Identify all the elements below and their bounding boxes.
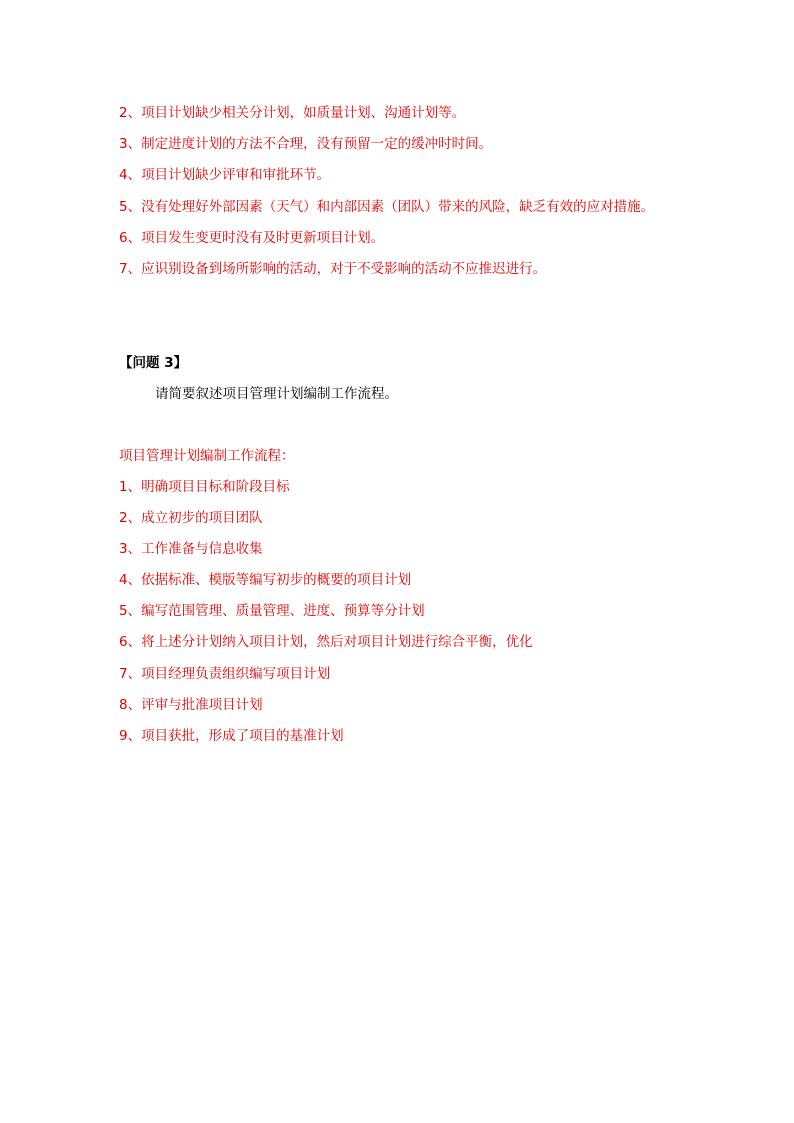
answer-3-item-3: 3、工作准备与信息收集 [119,541,263,557]
answer-3-item-8: 8、评审与批准项目计划 [119,697,263,713]
answer-3-item-9: 9、项目获批，形成了项目的基准计划 [119,728,344,744]
answer-3-item-4: 4、依据标准、模版等编写初步的概要的项目计划 [119,572,412,588]
question-3-text: 请简要叙述项目管理计划编制工作流程。 [155,386,398,402]
answer-3-item-2: 2、成立初步的项目团队 [119,510,263,526]
answer-2-item-5: 5、没有处理好外部因素（天气）和内部因素（团队）带来的风险，缺乏有效的应对措施。 [119,199,655,215]
answer-3-item-5: 5、编写范围管理、质量管理、进度、预算等分计划 [119,603,425,619]
answer-2-item-7: 7、应识别设备到场所影响的活动，对于不受影响的活动不应推迟进行。 [119,261,547,277]
answer-2-item-2: 2、项目计划缺少相关分计划，如质量计划、沟通计划等。 [119,105,466,121]
answer-3-item-1: 1、明确项目目标和阶段目标 [119,479,290,495]
answer-3-item-7: 7、项目经理负责组织编写项目计划 [119,666,331,682]
answer-3-item-6: 6、将上述分计划纳入项目计划，然后对项目计划进行综合平衡，优化 [119,634,533,650]
answer-3-intro: 项目管理计划编制工作流程： [119,448,295,464]
answer-2-item-4: 4、项目计划缺少评审和审批环节。 [119,167,331,183]
answer-2-item-6: 6、项目发生变更时没有及时更新项目计划。 [119,230,385,246]
question-3-heading: 【问题 3】 [119,355,188,371]
answer-2-item-3: 3、制定进度计划的方法不合理，没有预留一定的缓冲时时间。 [119,136,493,152]
